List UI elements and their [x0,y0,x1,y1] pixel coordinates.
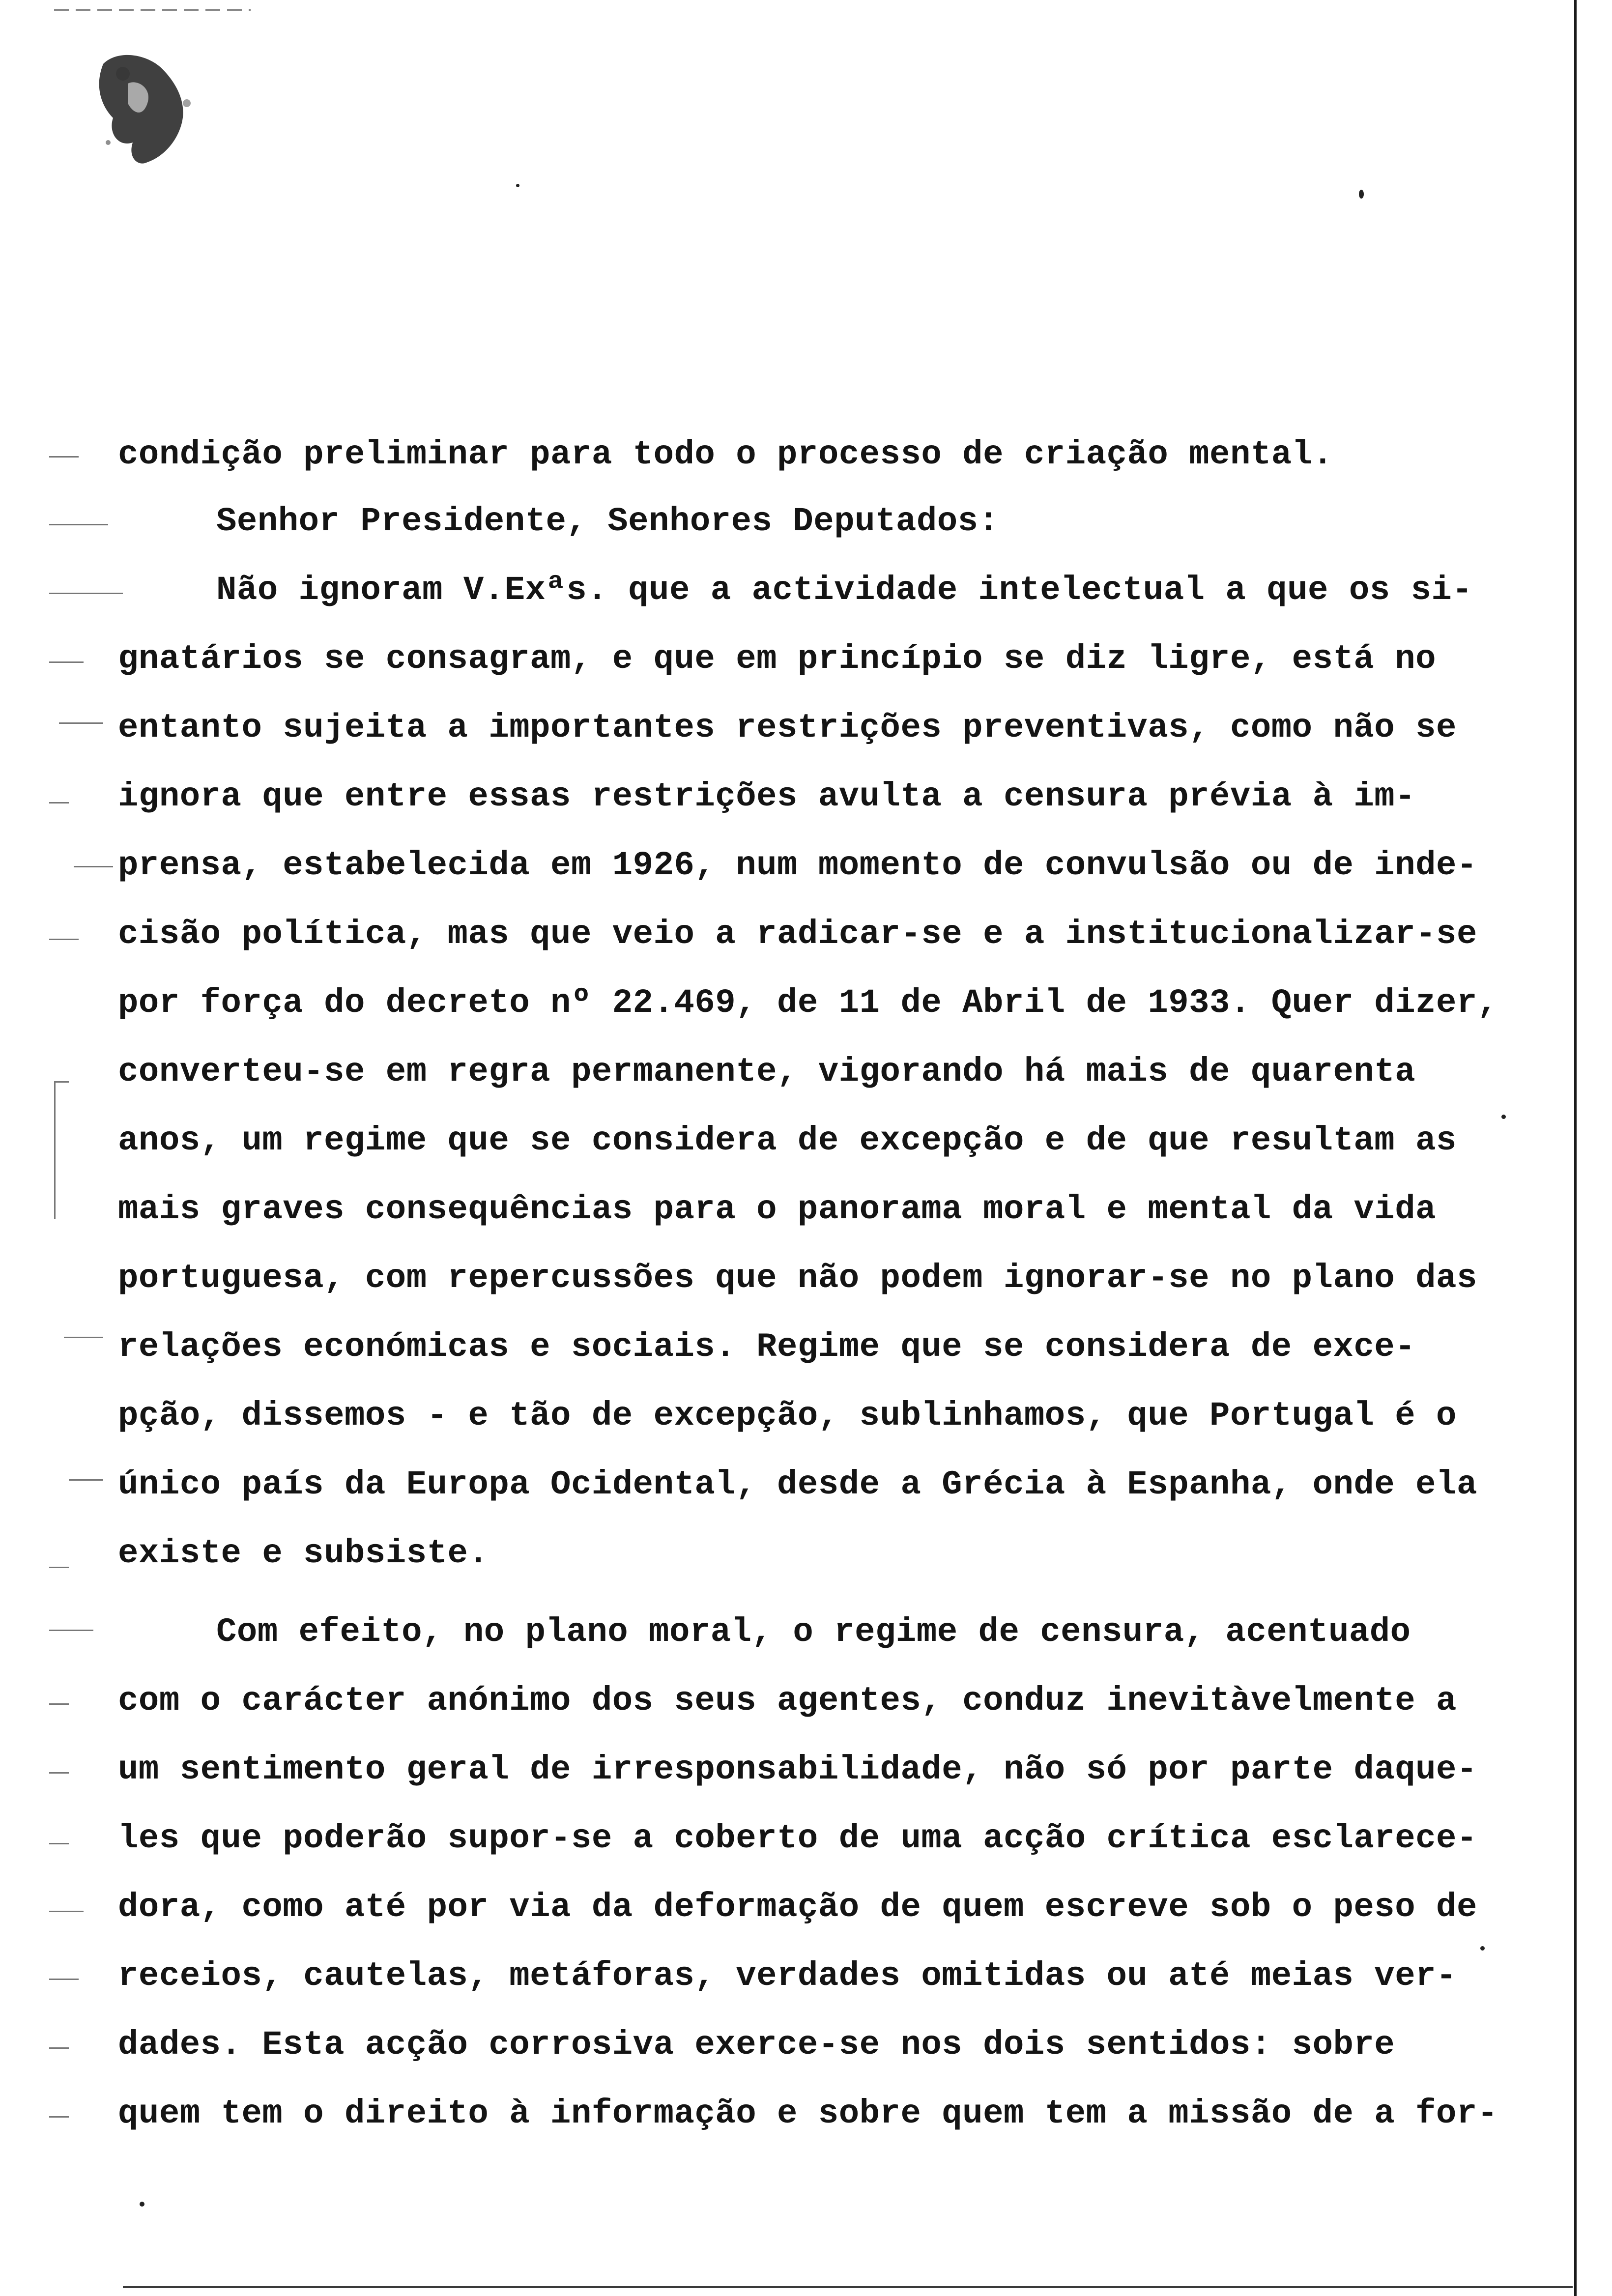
margin-dash [49,802,69,804]
text-line: um sentimento geral de irresponsabilidade, não só por parte daque- [118,1751,1477,1789]
text-line: condição preliminar para todo o processo de criação mental. [118,435,1333,474]
margin-dash [49,661,84,663]
margin-dash [49,593,123,594]
text-line: por força do decreto nº 22.469, de 11 de Abril de 1933. Quer dizer, [118,984,1498,1022]
margin-dash [69,1479,103,1481]
margin-dash [59,722,103,724]
margin-dash [49,1703,69,1705]
text-line: dades. Esta acção corrosiva exerce-se nos dois sentidos: sobre [118,2026,1395,2064]
ink-speck [1501,1115,1506,1119]
text-line: quem tem o direito à informação e sobre quem tem a missão de a for- [118,2095,1498,2133]
salutation-line: Senhor Presidente, Senhores Deputados: [216,502,999,541]
text-line: anos, um regime que se considera de excepção e de que resultam as [118,1121,1457,1160]
text-line: único país da Europa Ocidental, desde a Grécia à Espanha, onde ela [118,1465,1477,1504]
ink-speck [1480,1946,1485,1951]
margin-dash [49,1630,93,1631]
ink-speck [516,184,519,187]
margin-dash [49,1567,69,1568]
margin-dash [49,939,79,940]
text-line: Com efeito, no plano moral, o regime de censura, acentuado [216,1613,1411,1651]
margin-dash [49,1772,69,1774]
margin-dash [64,1337,103,1338]
text-line: com o carácter anónimo dos seus agentes, conduz inevitàvelmente a [118,1682,1457,1720]
text-line: dora, como até por via da deformação de quem escreve sob o peso de [118,1888,1477,1926]
margin-bracket [54,1081,56,1219]
text-line: portuguesa, com repercussões que não podem ignorar-se no plano das [118,1259,1477,1297]
margin-dash [49,1843,69,1844]
margin-dash [49,456,79,458]
margin-dash [54,1081,69,1083]
margin-dash [49,2047,69,2049]
margin-dash [49,2116,69,2118]
page-edge-line [1574,0,1577,2296]
text-line: receios, cautelas, metáforas, verdades omitidas ou até meias ver- [118,1957,1457,1995]
text-line: relações económicas e sociais. Regime que se considera de exce- [118,1328,1416,1366]
margin-dash [74,866,113,867]
margin-dash [49,1911,84,1912]
text-line: entanto sujeita a importantes restrições preventivas, como não se [118,709,1457,747]
text-line: Não ignoram V.Exªs. que a actividade intelectual a que os si- [216,571,1473,609]
margin-dash [49,524,108,525]
text-line: mais graves consequências para o panorama moral e mental da vida [118,1190,1437,1229]
ink-speck [1359,190,1364,199]
text-line: pção, dissemos - e tão de excepção, sublinhamos, que Portugal é o [118,1397,1457,1435]
text-line: converteu-se em regra permanente, vigorando há mais de quarenta [118,1053,1416,1091]
margin-dash [49,1979,79,1980]
scan-bottom-line [123,2286,1573,2288]
text-line: ignora que entre essas restrições avulta a censura prévia à im- [118,777,1416,816]
text-line: les que poderão supor-se a coberto de uma acção crítica esclarece- [118,1819,1477,1858]
text-line: existe e subsiste. [118,1534,489,1573]
text-line: gnatários se consagram, e que em princípio se diz ligre, está no [118,640,1437,678]
text-line: prensa, estabelecida em 1926, num momento de convulsão ou de inde- [118,846,1477,885]
text-line: cisão política, mas que veio a radicar-se e a institucionalizar-se [118,915,1477,953]
